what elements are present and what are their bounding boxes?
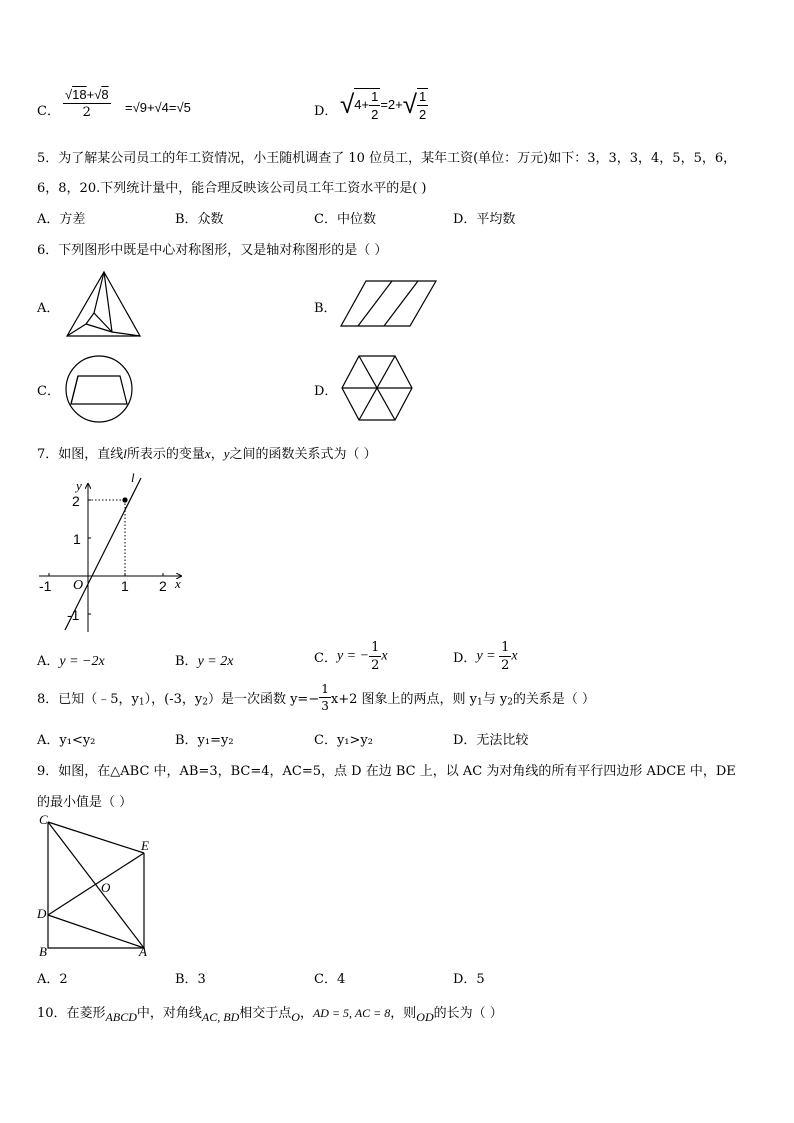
q6-option-b-label[interactable]: B． — [314, 301, 337, 316]
q6-figure-d — [340, 354, 414, 422]
q9-option-d[interactable]: D．5 — [453, 972, 485, 987]
q7-tick-y-1: 1 — [73, 531, 81, 547]
q7-stem: 7．如图，直线l所表示的变量x，y之间的函数关系式为（ ） — [37, 446, 377, 462]
q7-tick-y-2: 2 — [72, 493, 80, 509]
q9-label-c: C — [39, 812, 48, 827]
q7-line-label: l — [131, 470, 135, 485]
q9-stem-line2: 的最小值是（ ） — [37, 795, 133, 810]
q7-option-d[interactable]: D．y = $\frac{1}{2}$ x — [453, 640, 518, 673]
q5-option-d[interactable]: D．平均数 — [453, 212, 516, 227]
q7-x-axis-label: x — [175, 576, 181, 591]
q6-figure-c — [64, 354, 134, 424]
q8-option-a[interactable]: A．y₁<y₂ — [37, 733, 96, 748]
q4-option-c-fraction: $\frac{√18+√8}{2}$ — [65, 87, 109, 120]
q7-graph — [35, 470, 185, 635]
q9-figure — [35, 812, 160, 962]
q8-option-d[interactable]: D．无法比较 — [453, 733, 529, 748]
q5-stem-line2: 6，8，20.下列统计量中，能合理反映该公司员工年工资水平的是( ) — [37, 181, 427, 196]
q6-stem: 6．下列图形中既是中心对称图形，又是轴对称图形的是（ ） — [37, 243, 388, 258]
q9-stem-line1: 9．如图，在△ABC 中，AB=3，BC=4，AC=5，点 D 在边 BC 上，以 AC 为对角线的所有平行四边形 ADCE 中，DE — [37, 764, 736, 779]
q8-stem: 8．已知（﹣5，$y_1$），(-3，$y_2$）是一次函数 y=− $\frac{1}{3}$ x+2 图象上的两点，则 $y_1$与 $y_2$的关系是（ ） — [37, 682, 596, 713]
q7-option-b[interactable]: B．y = 2x — [175, 654, 234, 669]
q8-option-c[interactable]: C．y₁>y₂ — [314, 733, 373, 748]
q9-label-o: O — [101, 880, 111, 895]
q6-figure-a — [64, 270, 144, 340]
q7-y-axis-label: y — [76, 478, 82, 493]
q4-option-c-label: C． — [37, 104, 60, 119]
q4-option-c-rhs: =√9+√4=√5 — [125, 100, 191, 115]
q7-option-a[interactable]: A．y = −2x — [37, 654, 105, 669]
q10-stem: 10．在菱形ABCD中，对角线AC, BD相交于点O，AD = 5, AC = 8，则OD的长为（ ） — [37, 1006, 503, 1024]
q7-tick-y-neg1: -1 — [67, 607, 80, 623]
q7-point — [122, 497, 127, 502]
q7-tick-x-neg1: -1 — [39, 578, 52, 594]
q7-tick-x-1: 1 — [121, 578, 129, 594]
q4-option-d-expr: √4+ $\frac{1}{2}$ =2+√ $\frac{1}{2}$ — [340, 89, 427, 122]
q5-option-a[interactable]: A．方差 — [37, 212, 86, 227]
q7-option-c[interactable]: C．y = − $\frac{1}{2}$ x — [314, 640, 388, 673]
q5-option-c[interactable]: C．中位数 — [314, 212, 376, 227]
q8-option-b[interactable]: B．y₁=y₂ — [175, 733, 234, 748]
q9-option-a[interactable]: A．2 — [37, 972, 68, 987]
q7-tick-x-2: 2 — [159, 578, 167, 594]
q9-label-d: D — [37, 906, 47, 921]
q6-option-a-label[interactable]: A． — [37, 301, 60, 316]
q4-option-d-label: D． — [314, 104, 338, 119]
q9-option-c[interactable]: C．4 — [314, 972, 346, 987]
q6-option-c-label[interactable]: C． — [37, 384, 60, 399]
q6-option-d-label[interactable]: D． — [314, 384, 338, 399]
q5-option-b[interactable]: B．众数 — [175, 212, 224, 227]
q9-label-a: A — [139, 944, 147, 959]
q9-option-b[interactable]: B．3 — [175, 972, 206, 987]
q5-stem-line1: 5．为了解某公司员工的年工资情况，小王随机调查了 10 位员工，某年工资(单位：万元)如下：3，3，3，4，5，5，6， — [37, 151, 737, 166]
q9-label-b: B — [39, 944, 47, 959]
q6-figure-b — [340, 279, 438, 329]
q7-origin-label: O — [73, 578, 84, 593]
q9-label-e: E — [141, 838, 149, 853]
